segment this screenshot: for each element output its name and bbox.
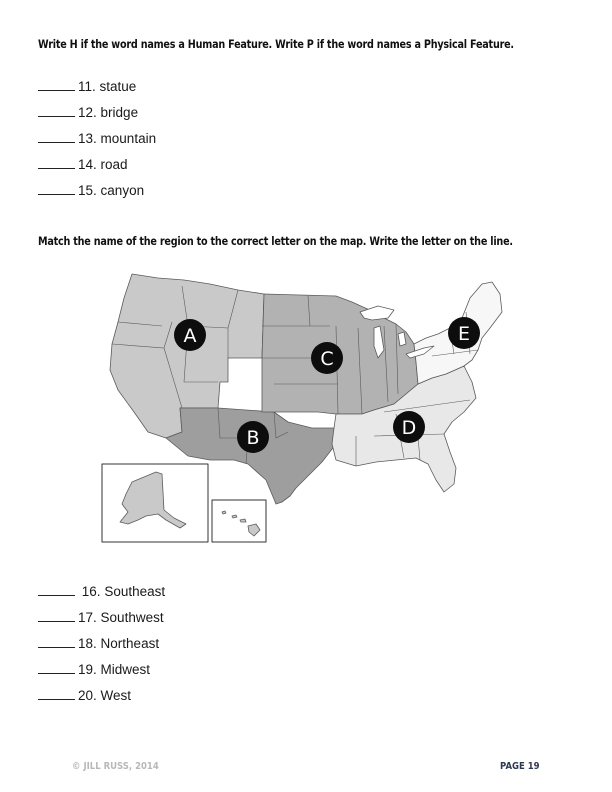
feature-question-list — [38, 78, 156, 208]
region-question-list — [38, 583, 165, 713]
question-item — [38, 661, 165, 687]
us-regions-map — [98, 262, 520, 548]
answer-blank[interactable] — [38, 688, 75, 700]
page-number: PAGE 19 — [500, 761, 540, 772]
question-word: statue — [99, 79, 137, 94]
copyright-notice: © JILL RUSS, 2014 — [72, 761, 159, 772]
answer-blank[interactable] — [38, 662, 75, 674]
answer-blank[interactable] — [38, 105, 75, 117]
answer-blank[interactable] — [38, 610, 75, 622]
marker-d — [393, 411, 425, 443]
marker-a-label: A — [183, 325, 197, 347]
question-word: mountain — [100, 131, 157, 146]
question-item — [38, 687, 165, 713]
question-item — [38, 78, 156, 104]
question-number: 12. — [78, 105, 97, 120]
question-number: 20. — [78, 688, 97, 703]
question-item — [38, 130, 156, 156]
question-word: bridge — [100, 105, 139, 120]
answer-blank[interactable] — [38, 183, 75, 195]
marker-a — [174, 319, 206, 351]
question-number: 14. — [78, 157, 97, 172]
region-name: Southwest — [100, 610, 164, 625]
question-number: 16. — [81, 584, 101, 599]
answer-blank[interactable] — [38, 131, 75, 143]
region-name: Northeast — [100, 636, 160, 651]
marker-d-label: D — [401, 417, 417, 439]
marker-c — [311, 342, 343, 374]
marker-c-label: C — [320, 348, 334, 370]
question-number: 15. — [78, 183, 97, 198]
question-item — [38, 104, 156, 130]
region-name: Midwest — [100, 662, 151, 677]
question-number: 11. — [78, 79, 96, 94]
question-item — [38, 635, 165, 661]
hawaii-inset — [212, 500, 266, 542]
question-number: 17. — [78, 610, 97, 625]
region-name: Southeast — [104, 584, 166, 599]
answer-blank[interactable] — [38, 636, 75, 648]
marker-e — [448, 317, 480, 349]
question-number: 18. — [78, 636, 97, 651]
marker-e-label: E — [457, 323, 471, 345]
section2-instructions: Match the name of the region to the correct letter on the map. Write the letter on the line. — [38, 235, 513, 248]
answer-blank[interactable] — [38, 584, 75, 596]
region-name: West — [100, 688, 132, 703]
answer-blank[interactable] — [38, 157, 75, 169]
question-number: 19. — [78, 662, 97, 677]
question-item — [38, 182, 156, 208]
question-item — [38, 609, 165, 635]
section1-instructions: Write H if the word names a Human Feature. Write P if the word names a Physical Feature. — [38, 38, 514, 51]
question-number: 13. — [78, 131, 97, 146]
answer-blank[interactable] — [38, 79, 75, 91]
question-item — [38, 156, 156, 182]
question-item — [38, 583, 165, 609]
question-word: canyon — [100, 183, 145, 198]
question-word: road — [100, 157, 128, 172]
marker-b — [237, 421, 269, 453]
marker-b-label: B — [246, 427, 260, 449]
